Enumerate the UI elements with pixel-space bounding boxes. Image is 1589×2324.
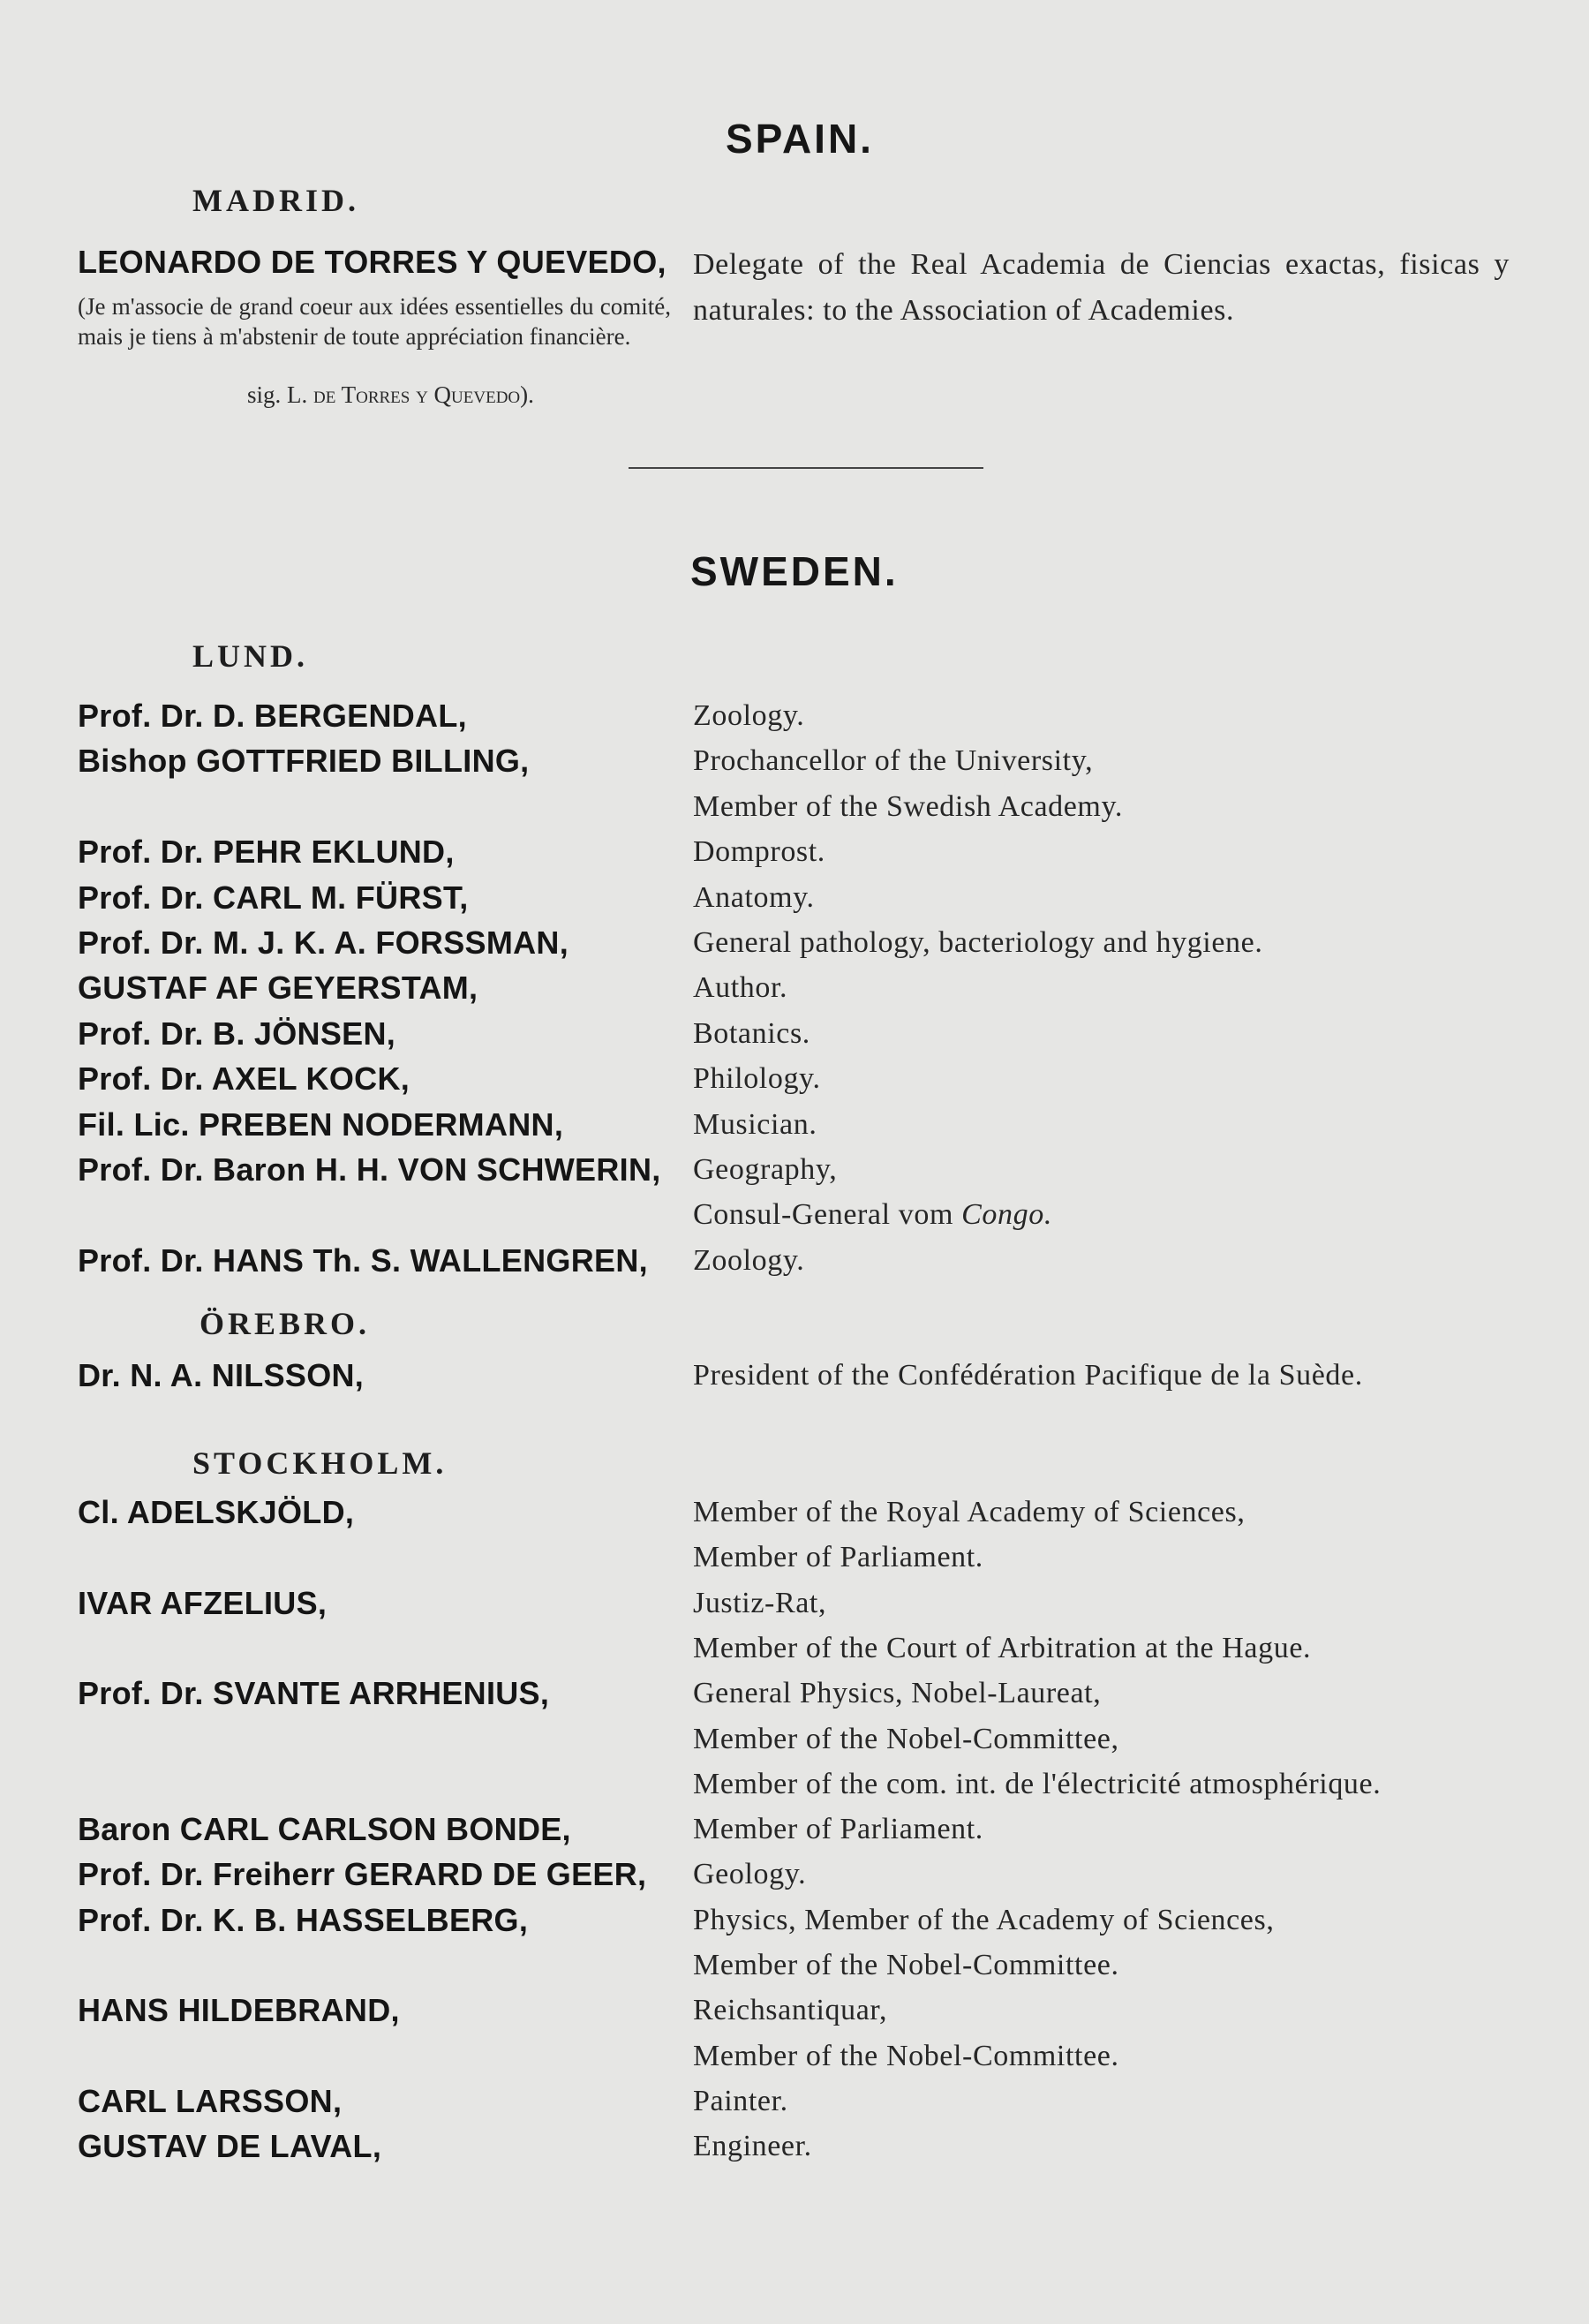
entry-row	[0, 1766, 1589, 1812]
city-heading-lund: LUND.	[192, 638, 309, 674]
description-text: Author.	[693, 971, 788, 1005]
entry-row	[0, 1585, 1589, 1631]
member-description	[693, 1198, 1052, 1232]
member-description	[693, 1813, 983, 1846]
member-description	[693, 1632, 1311, 1665]
member-name: Baron CARL CARLSON BONDE,	[78, 1811, 571, 1848]
city-heading-stockholm: STOCKHOLM.	[192, 1445, 448, 1481]
description-text: Member of the Swedish Academy.	[693, 789, 1123, 823]
member-description	[693, 699, 804, 733]
entry-row	[0, 970, 1589, 1015]
member-description	[693, 881, 815, 915]
signature-line: sig. L. de Torres y Quevedo).	[247, 381, 534, 408]
member-name: GUSTAF AF GEYERSTAM,	[78, 970, 478, 1007]
description-text: Member of the Nobel-Committee.	[693, 2039, 1119, 2072]
entry-row	[0, 1357, 1589, 1403]
member-description	[693, 1108, 817, 1142]
description-text: Justiz-Rat,	[693, 1586, 827, 1619]
member-description	[693, 1677, 1101, 1710]
member-description	[693, 1904, 1274, 1937]
description-text: Geology.	[693, 1858, 807, 1891]
description-text: Geography,	[693, 1153, 838, 1186]
city-heading-orebro: ÖREBRO.	[200, 1306, 371, 1341]
member-name: IVAR AFZELIUS,	[78, 1584, 328, 1621]
member-name: Bishop GOTTFRIED BILLING,	[78, 743, 530, 780]
member-description	[693, 1496, 1245, 1529]
country-heading-spain: SPAIN.	[726, 116, 874, 162]
member-description: Delegate of the Real Academia de Ciencias exactas, fisicas y naturales: to the Association of Academies.	[693, 248, 1510, 327]
member-name: Prof. Dr. Baron H. H. VON SCHWERIN,	[78, 1151, 661, 1188]
member-name: Cl. ADELSKJÖLD,	[78, 1494, 355, 1530]
entry-row	[0, 1494, 1589, 1540]
entry-row	[0, 1106, 1589, 1152]
member-name: Prof. Dr. D. BERGENDAL,	[78, 698, 467, 734]
entry-row	[0, 1539, 1589, 1585]
country-heading-sweden: SWEDEN.	[690, 548, 899, 594]
entry-row	[0, 1947, 1589, 1993]
member-description	[693, 926, 1262, 960]
member-name: Prof. Dr. CARL M. FÜRST,	[78, 879, 469, 916]
member-description	[693, 1723, 1119, 1756]
entry-row	[0, 788, 1589, 834]
entry-row	[0, 1196, 1589, 1242]
entry-row	[0, 2083, 1589, 2129]
member-description	[693, 1994, 887, 2027]
member-name: Prof. Dr. Freiherr GERARD DE GEER,	[78, 1856, 647, 1893]
description-text: Prochancellor of the University,	[693, 744, 1094, 778]
member-description	[693, 744, 1093, 778]
member-name: Prof. Dr. PEHR EKLUND,	[78, 834, 455, 871]
description-text: Member of the Royal Academy of Sciences,	[693, 1496, 1246, 1528]
description-text: Philology.	[693, 1062, 821, 1096]
member-name: LEONARDO DE TORRES Y QUEVEDO,	[78, 244, 666, 280]
entry-row	[0, 1630, 1589, 1676]
entry-row	[0, 1721, 1589, 1767]
member-description	[693, 1244, 804, 1278]
description-text: General Physics, Nobel-Laureat,	[693, 1677, 1102, 1710]
member-name: Dr. N. A. NILSSON,	[78, 1357, 365, 1393]
member-description	[693, 2085, 788, 2118]
entry-row	[0, 879, 1589, 925]
entry-row	[0, 1151, 1589, 1197]
statement-note: (Je m'associe de grand coeur aux idées essentielles du comité, mais je tiens à m'abstenir de toute appréciation financière.	[78, 293, 671, 350]
description-italic: Congo.	[961, 1198, 1052, 1232]
member-name: Prof. Dr. SVANTE ARRHENIUS,	[78, 1675, 550, 1712]
entry-row	[0, 1015, 1589, 1061]
member-name: HANS HILDEBRAND,	[78, 1992, 400, 2029]
member-description	[693, 790, 1123, 824]
member-description	[693, 1768, 1381, 1801]
entry-row	[0, 1992, 1589, 2038]
member-description	[693, 2040, 1119, 2073]
city-heading-madrid: MADRID.	[192, 183, 359, 218]
entry-row	[0, 1856, 1589, 1902]
description-text: Reichsantiquar,	[693, 1994, 888, 2027]
description-text: Painter.	[693, 2084, 788, 2117]
entry-row	[0, 2038, 1589, 2084]
entry-row	[0, 1242, 1589, 1288]
entry-row	[0, 2128, 1589, 2174]
entry-row	[0, 834, 1589, 879]
member-name: GUSTAV DE LAVAL,	[78, 2128, 382, 2165]
description-text: President of the Confédération Pacifique de la Suède.	[693, 1359, 1363, 1392]
member-description	[693, 1858, 806, 1891]
member-description	[693, 971, 787, 1005]
member-description	[693, 1949, 1119, 1982]
entry-row	[0, 1060, 1589, 1106]
description-text: Musician.	[693, 1107, 817, 1141]
member-name: Prof. Dr. B. JÖNSEN,	[78, 1015, 396, 1052]
description-text: Member of the Court of Arbitration at the Hague.	[693, 1631, 1312, 1664]
member-name: Prof. Dr. K. B. HASSELBERG,	[78, 1901, 529, 1938]
description-text: General pathology, bacteriology and hygiene.	[693, 926, 1263, 959]
description-text: Member of the Nobel-Committee,	[693, 1722, 1119, 1755]
member-name: Fil. Lic. PREBEN NODERMANN,	[78, 1105, 564, 1143]
member-description	[693, 1062, 821, 1096]
member-description	[693, 1541, 983, 1574]
member-name: Prof. Dr. HANS Th. S. WALLENGREN,	[78, 1241, 648, 1279]
description-text: Member of the com. int. de l'électricité atmosphérique.	[693, 1767, 1382, 1800]
entry-row	[0, 1675, 1589, 1721]
description-text: Member of Parliament.	[693, 1541, 983, 1574]
description-text: Engineer.	[693, 2130, 812, 2163]
entry-row	[0, 924, 1589, 970]
description-text: Botanics.	[693, 1016, 810, 1050]
member-name: Prof. Dr. M. J. K. A. FORSSMAN,	[78, 924, 569, 961]
member-description	[693, 1153, 837, 1187]
member-name: Prof. Dr. AXEL KOCK,	[78, 1060, 410, 1098]
description-text: Zoology.	[693, 699, 805, 732]
entry-row	[0, 1811, 1589, 1857]
entry-row	[0, 698, 1589, 743]
description-text: Consul-General vom	[693, 1198, 954, 1232]
description-text: Anatomy.	[693, 880, 815, 914]
description-text: Physics, Member of the Academy of Sciences,	[693, 1903, 1275, 1936]
member-description	[693, 835, 825, 869]
member-description	[693, 1587, 826, 1620]
entry-row	[0, 1902, 1589, 1948]
member-description	[693, 2130, 812, 2163]
description-text: Domprost.	[693, 835, 825, 869]
section-divider	[629, 467, 983, 469]
entry-row	[0, 743, 1589, 788]
description-text: Zoology.	[693, 1243, 805, 1277]
member-name: CARL LARSSON,	[78, 2082, 343, 2119]
member-description	[693, 1359, 1363, 1392]
member-description	[693, 1017, 810, 1051]
description-text: Member of the Nobel-Committee.	[693, 1949, 1119, 1981]
description-text: Member of Parliament.	[693, 1813, 983, 1846]
